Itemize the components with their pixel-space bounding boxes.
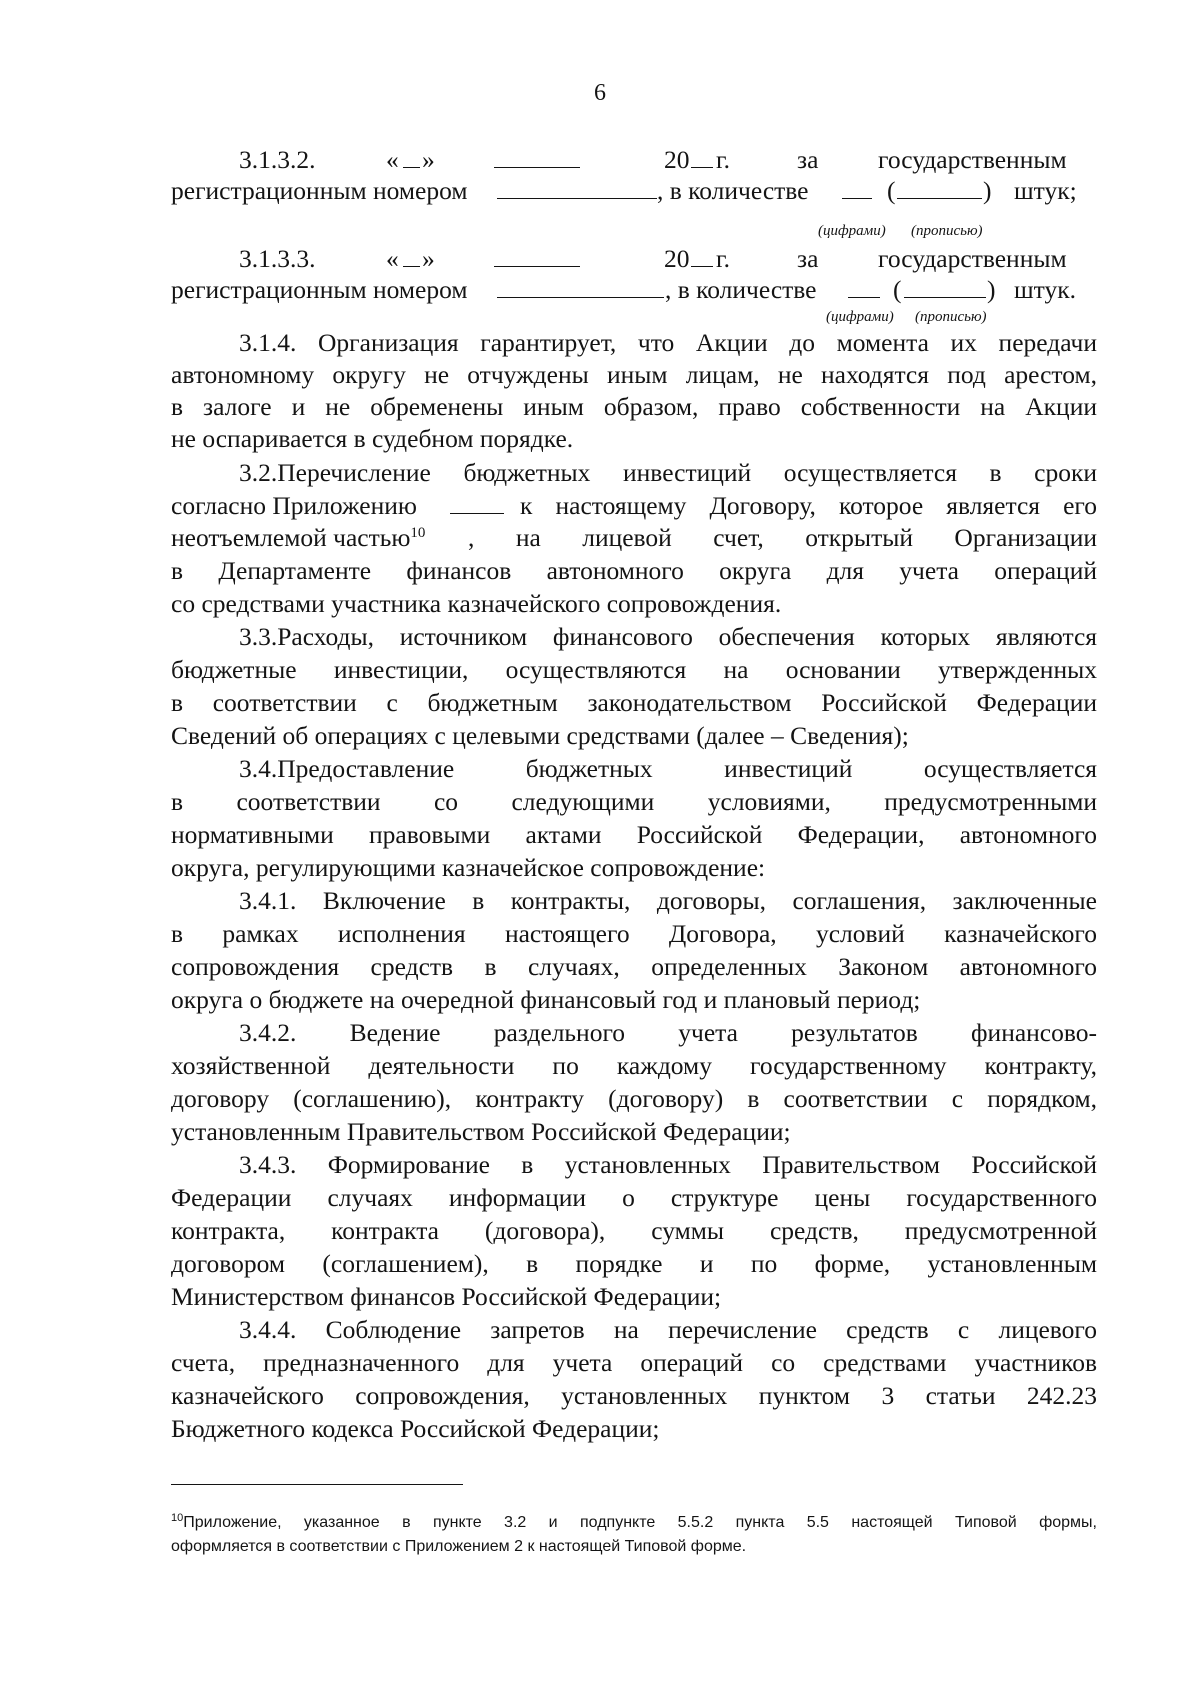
qty-words-blank xyxy=(904,274,986,306)
para-3-2-line: 3.2.Перечисление бюджетных инвестиций осуществляется в сроки xyxy=(239,458,1097,487)
page-number: 6 xyxy=(594,80,606,106)
paren-close: ) xyxy=(987,275,996,304)
para-3-4-3-line: 3.4.3. Формирование в установленных Правительством Российской xyxy=(239,1150,1097,1179)
year-blank xyxy=(691,243,713,275)
footnote-separator xyxy=(171,1484,463,1485)
year-prefix: 20 xyxy=(664,244,690,273)
day-blank xyxy=(403,243,420,275)
unit-label: штук; xyxy=(1014,176,1077,205)
para-3-4-4-line: 3.4.4. Соблюдение запретов на перечисление средств с лицевого xyxy=(239,1315,1097,1344)
unit-label: штук. xyxy=(1014,275,1076,304)
reg-label: регистрационным номером xyxy=(171,275,468,304)
para-3-4-4-line: Бюджетного кодекса Российской Федерации; xyxy=(171,1414,660,1443)
para-3-4-line: нормативными правовыми актами Российской Федерации, автономного xyxy=(171,820,1097,849)
para-3-1-4-line: не оспаривается в судебном порядке. xyxy=(171,424,574,453)
qty-words-blank xyxy=(897,175,982,207)
qty-label: , в количестве xyxy=(657,176,809,205)
qty-digits-blank xyxy=(842,175,872,207)
item-number: 3.1.3.2. xyxy=(239,145,316,174)
para-3-4-2-line: договору (соглашению), контракту (договору) в соответствии с порядком, xyxy=(171,1084,1097,1113)
line3-text: неотъемлемой частью xyxy=(171,523,411,552)
quote-close: » xyxy=(422,145,435,174)
quote-close: » xyxy=(422,244,435,273)
para-3-4-line: округа, регулирующими казначейское сопровождение: xyxy=(171,853,766,882)
line3-start xyxy=(171,522,425,554)
caption-digits: (цифрами) xyxy=(826,309,894,325)
word-za: за xyxy=(797,244,819,273)
caption-digits: (цифрами) xyxy=(818,223,886,239)
line3-rest: , на лицевой счет, открытый Организации xyxy=(468,523,1097,552)
para-3-4-2-line: 3.4.2. Ведение раздельного учета результатов финансово- xyxy=(239,1018,1097,1047)
para-3-3-line: Сведений об операциях с целевыми средствами (далее – Сведения); xyxy=(171,721,909,750)
para-3-4-2-line: хозяйственной деятельности по каждому государственному контракту, xyxy=(171,1051,1097,1080)
para-3-1-4-line: в залоге и не обременены иным образом, право собственности на Акции xyxy=(171,392,1097,421)
year-suffix: г. xyxy=(716,244,730,273)
paren-open: ( xyxy=(893,275,902,304)
para-3-4-3-line: Министерством финансов Российской Федерации; xyxy=(171,1282,722,1311)
para-3-4-line: 3.4.Предоставление бюджетных инвестиций осуществляется xyxy=(239,754,1097,783)
para-3-1-4-line: автономному округу не отчуждены иным лицам, не находятся под арестом, xyxy=(171,360,1097,389)
para-3-4-1-line: округа о бюджете на очередной финансовый год и плановый период; xyxy=(171,985,921,1014)
para-3-4-4-line: счета, предназначенного для учета операций со средствами участников xyxy=(171,1348,1097,1377)
para-3-4-1-line: 3.4.1. Включение в контракты, договоры, соглашения, заключенные xyxy=(239,886,1097,915)
reg-label: регистрационным номером xyxy=(171,176,468,205)
quote-open: « xyxy=(386,244,399,273)
para-3-3-line: в соответствии с бюджетным законодательством Российской Федерации xyxy=(171,688,1097,717)
caption-words: (прописью) xyxy=(911,223,983,239)
word-gos: государственным xyxy=(878,244,1067,273)
para-3-3-line: бюджетные инвестиции, осуществляются на основании утвержденных xyxy=(171,655,1097,684)
item-number: 3.1.3.3. xyxy=(239,244,316,273)
caption-words: (прописью) xyxy=(915,309,987,325)
para-3-4-3-line: Федерации случаях информации о структуре цены государственного xyxy=(171,1183,1097,1212)
footnote-text: Приложение, указанное в пункте 3.2 и подпункте 5.5.2 пункта 5.5 настоящей Типовой формы, xyxy=(183,1514,1097,1531)
footnote-line xyxy=(171,1512,1097,1533)
para-3-4-3-line: договором (соглашением), в порядке и по форме, установленным xyxy=(171,1249,1097,1278)
paren-open: ( xyxy=(887,176,896,205)
quote-open: « xyxy=(386,145,399,174)
para-3-4-2-line: установленным Правительством Российской Федерации; xyxy=(171,1117,791,1146)
qty-label: , в количестве xyxy=(665,275,817,304)
day-blank xyxy=(403,144,420,176)
footnote-ref: 10 xyxy=(410,525,426,541)
appendix-blank xyxy=(450,490,504,522)
para-3-4-line: в соответствии со следующими условиями, предусмотренными xyxy=(171,787,1097,816)
year-blank xyxy=(691,144,713,176)
month-blank xyxy=(494,243,580,275)
footnote-marker: 10 xyxy=(171,1512,184,1524)
footnote-line: оформляется в соответствии с Приложением 2 к настоящей Типовой форме. xyxy=(171,1538,747,1555)
para-3-4-1-line: сопровождения средств в случаях, определенных Законом автономного xyxy=(171,952,1097,981)
year-prefix: 20 xyxy=(664,145,690,174)
para-3-4-3-line: контракта, контракта (договора), суммы средств, предусмотренной xyxy=(171,1216,1097,1245)
para-3-4-4-line: казначейского сопровождения, установленных пунктом 3 статьи 242.23 xyxy=(171,1381,1097,1410)
month-blank xyxy=(494,144,580,176)
appendix-label: согласно Приложению xyxy=(171,491,417,520)
para-3-2-line: в Департаменте финансов автономного округа для учета операций xyxy=(171,556,1097,585)
para-3-4-1-line: в рамках исполнения настоящего Договора, условий казначейского xyxy=(171,919,1097,948)
para-3-3-line: 3.3.Расходы, источником финансового обеспечения которых являются xyxy=(239,622,1097,651)
word-za: за xyxy=(797,145,819,174)
para-3-2-line: со средствами участника казначейского сопровождения. xyxy=(171,589,782,618)
reg-blank xyxy=(497,175,657,207)
year-suffix: г. xyxy=(716,145,730,174)
appendix-text: к настоящему Договору, которое является его xyxy=(520,491,1097,520)
reg-blank xyxy=(497,274,664,306)
para-3-1-4-line: 3.1.4. Организация гарантирует, что Акции до момента их передачи xyxy=(239,328,1097,357)
word-gos: государственным xyxy=(878,145,1067,174)
qty-digits-blank xyxy=(848,274,880,306)
paren-close: ) xyxy=(983,176,992,205)
